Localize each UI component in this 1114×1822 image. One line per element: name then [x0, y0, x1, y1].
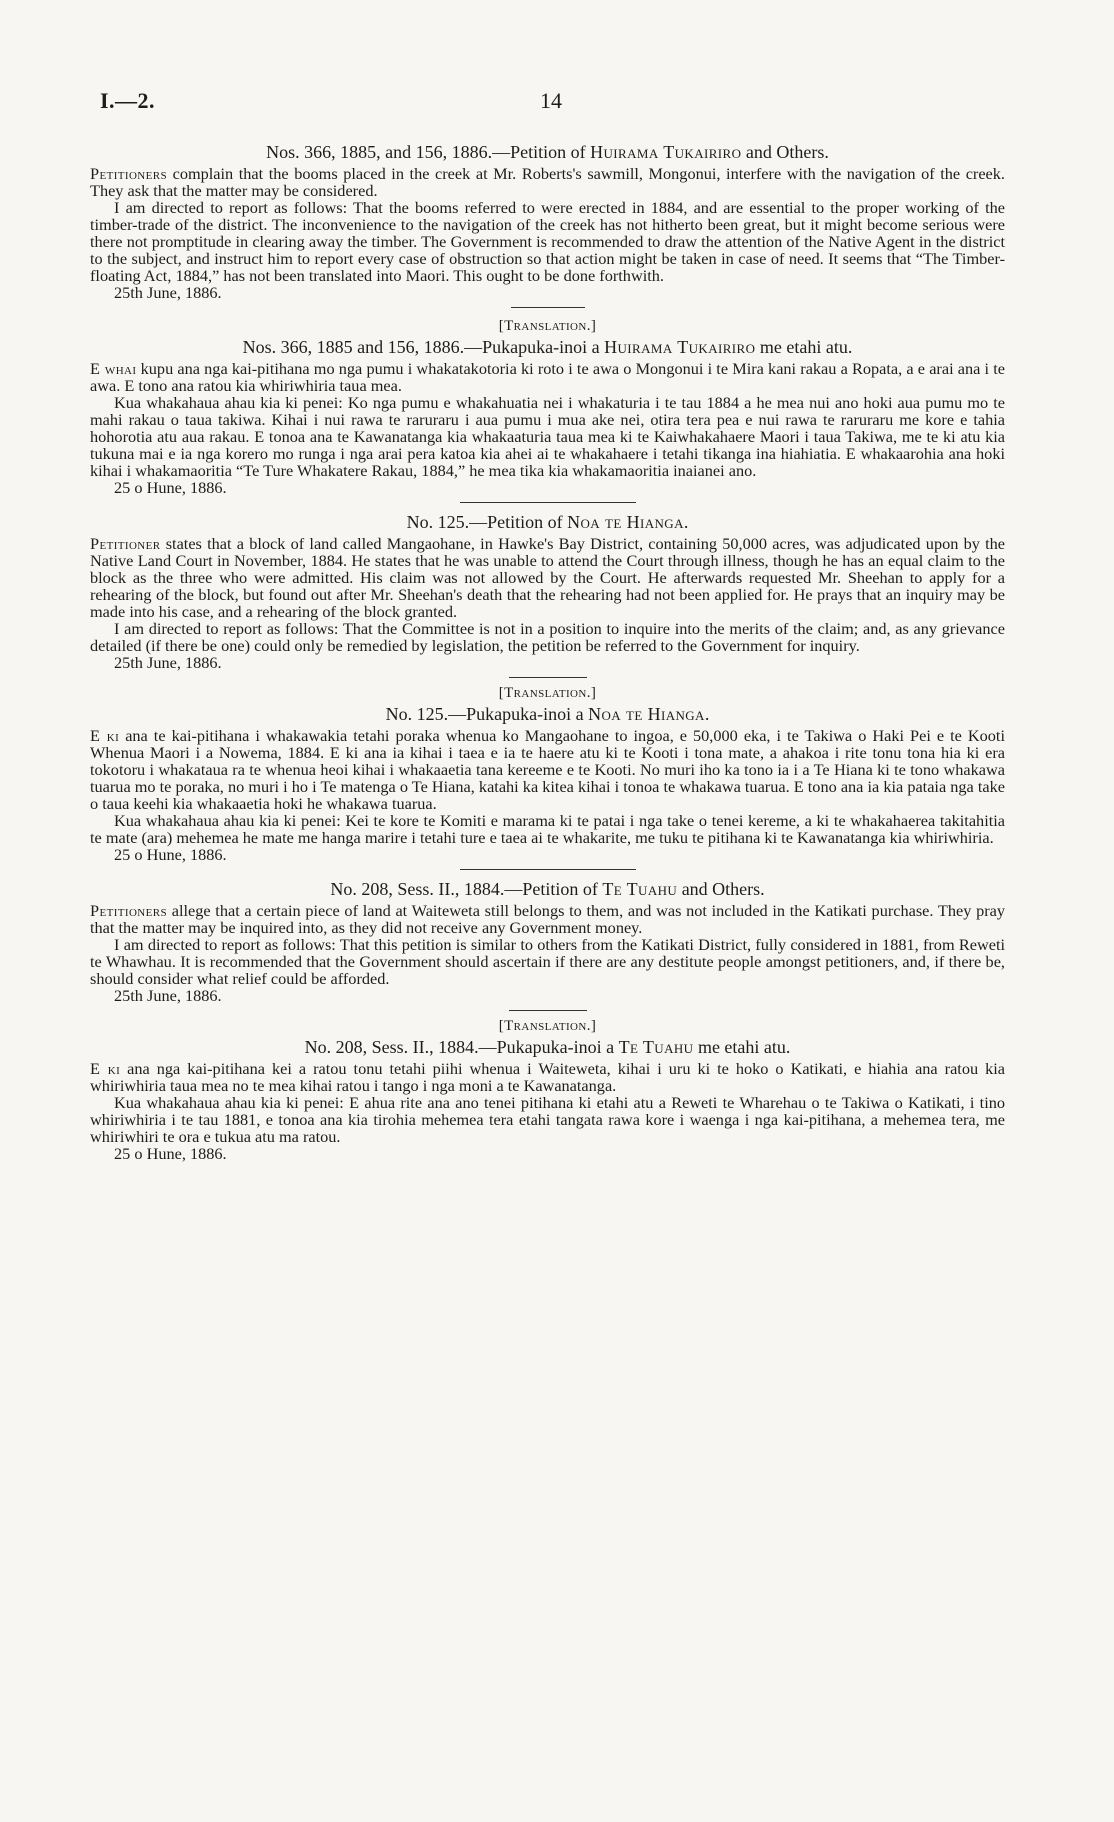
report-date: 25th June, 1886. [114, 986, 222, 1005]
paragraph: I am directed to report as follows: That this petition is similar to others from the Katikati District, fully considered in 1881, from Reweti te Whawhau. It is recommended that the Government should ascertain if there are any destitute people amongst petitioners, and, if there be, should consider what relief could be afforded. [90, 935, 1005, 988]
page-header [100, 88, 1014, 120]
petition-heading: No. 208, Sess. II., 1884.—Pukapuka-inoi a Te Tuahu me etahi atu. [304, 1037, 791, 1057]
paper-reference: I.—2. [100, 88, 156, 113]
paragraph: Kua whakahaua ahau kia ki penei: Ko nga pumu e whakahuatia nei i whakaturia i te tau 1884 a he mea nui ano hoki aua pumu mo te mahi rakau o taua takiwa. Kihai i nui rawa te raruraru i aua pumu i mua ake nei, otira tera pea e nui rawa te raruraru me kore e tahia hohorotia atu aua rakau. E tonoa ana te Kawanatanga kia whakaaturia taua mea ki te Kaiwhakahaere Maori i taua Takiwa, me te ki atu kia tukuna mai e ia nga korero mo runga i nga arai pera katoa kia ahei ai te whakahaere i tetahi tikanga ina hiahiatia. E whakaarohia ana hoki kihai i whakamaoritia “Te Ture Whakatere Rakau, 1884,” he mea tika kia whakamaoritia inaianei ano. [90, 393, 1005, 480]
paragraph: I am directed to report as follows: That the Committee is not in a position to inquire into the merits of the claim; and, as any grievance detailed (if there be one) could only be remedied by legislation, the petition be referred to the Government for inquiry. [90, 619, 1005, 655]
report-date: 25 o Hune, 1886. [114, 1144, 227, 1163]
paragraph: E whai kupu ana nga kai-pitihana mo nga pumu i whakatakotoria ki roto i te awa o Mongonui i te Mira kani rakau a Ropata, a e arai ana i te awa. E tono ana ratou kia whiriwhiria taua mea. [90, 359, 1005, 395]
petition-section [90, 142, 1005, 301]
paragraph: Kua whakahaua ahau kia ki penei: E ahua rite ana ano tenei pitihana ki etahi atu a Reweti te Wharehau o te Takiwa o Katikati, i tino whiriwhiria i te tau 1881, e tonoa ana kia tirohia mehemea tera etahi tangata rawa kore i waenga i nga kai-pitihana, a mehemea tera, me whiriwhiri te ora e tukua atu ma ratou. [90, 1093, 1005, 1146]
petitioner-name: Noa te Hianga [588, 704, 705, 724]
report-date: 25 o Hune, 1886. [114, 478, 227, 497]
petition-heading: No. 125.—Petition of Noa te Hianga. [406, 512, 689, 532]
petitioner-name: Huirama Tukairiro [590, 142, 742, 162]
petitioner-name: Te Tuahu [618, 1037, 694, 1057]
paragraph: Petitioner states that a block of land called Mangaohane, in Hawke's Bay District, containing 50,000 acres, was adjudicated upon by the Native Land Court in November, 1884. He states that he was unable to attend the Court through illness, though he has an equal claim to the block as the three who were admitted. His claim was not allowed by the Court. He afterwards requested Mr. Sheehan to apply for a rehearing of the block, but found out after Mr. Sheehan's death that the rehearing had not been applied for. He prays that an inquiry may be made into his case, and a rehearing of the block granted. [90, 534, 1005, 621]
translation-label: [Translation.] [498, 685, 597, 701]
report-date: 25th June, 1886. [114, 283, 222, 302]
report-date: 25th June, 1886. [114, 653, 222, 672]
paragraph: I am directed to report as follows: That the booms referred to were erected in 1884, and are essential to the proper working of the timber-trade of the district. The inconvenience to the navigation of the creek has not hitherto been great, but it might become serious were there not promptitude in clearing away the timber. The Government is recommended to draw the attention of the Native Agent in the district to the subject, and instruct him to report every case of obstruction so that action might be taken in case of need. It seems that “The Timber-floating Act, 1884,” has not been translated into Maori. This ought to be done forthwith. [90, 198, 1005, 285]
translation-section [90, 317, 1005, 496]
document-body [90, 142, 1005, 1162]
page-number: 14 [540, 88, 562, 113]
paragraph: Petitioners allege that a certain piece of land at Waiteweta still belongs to them, and was not included in the Katikati purchase. They pray that the matter may be inquired into, as they did not receive any Government money. [90, 901, 1005, 937]
translation-label: [Translation.] [498, 1018, 597, 1034]
paragraph: Kua whakahaua ahau kia ki penei: Kei te kore te Komiti e marama ki te patai i nga take o tenei kereme, a ki te whakahaerea takitahitia te mate (ara) mehemea he mate me hanga marire i tetahi ture e taea ai te whakarite, me tuku te pitihana ki te Kawanatanga kia whiriwhiria. [90, 811, 1005, 847]
petition-heading: No. 125.—Pukapuka-inoi a Noa te Hianga. [385, 704, 710, 724]
petition-heading: No. 208, Sess. II., 1884.—Petition of Te Tuahu and Others. [330, 879, 765, 899]
report-date: 25 o Hune, 1886. [114, 845, 227, 864]
translation-section [90, 684, 1005, 863]
petition-section [90, 879, 1005, 1004]
translation-label: [Translation.] [498, 318, 597, 334]
paragraph: E ki ana te kai-pitihana i whakawakia tetahi poraka whenua ko Mangaohane to ingoa, e 50,000 eka, i te Takiwa o Haki Pei e te Kooti Whenua Maori i a Nowema, 1884. E ki ana ia kihai i taea e ia te haere atu ki te Kooti i tona mate, a ahakoa i rite tonu tona hia ki era tokotoru i whakataua ra te whenua heoi kihai i whakaaetia tana kereeme e te Kooti. No muri iho ka tono ia i a Te Hiana ki te tono whakawa tuarua mo te poraka, no muri i ho i Te matenga o Te Hiana, katahi ka kitea kihai i tonoa te whakawa tuarua. E tono ana ia kia pataia nga take o taua keehi kia whakaaetia hoki he whakawa tuarua. [90, 726, 1005, 813]
petitioner-name: Te Tuahu [602, 879, 678, 899]
paragraph: Petitioners complain that the booms placed in the creek at Mr. Roberts's sawmill, Mongonui, interfere with the navigation of the creek. They ask that the matter may be considered. [90, 164, 1005, 200]
paragraph: E ki ana nga kai-pitihana kei a ratou tonu tetahi piihi whenua i Waiteweta, kihai i uru ki te hoko o Katikati, e hiahia ana ratou kia whiriwhiria taua mea no te mea kihai ratou i tango i nga moni a te Kawanatanga. [90, 1059, 1005, 1095]
petition-heading: Nos. 366, 1885 and 156, 1886.—Pukapuka-inoi a Huirama Tukairiro me etahi atu. [242, 337, 853, 357]
petitioner-name: Noa te Hianga [567, 512, 684, 532]
petition-section [90, 512, 1005, 671]
petitioner-name: Huirama Tukairiro [604, 337, 756, 357]
petition-heading: Nos. 366, 1885, and 156, 1886.—Petition of Huirama Tukairiro and Others. [266, 142, 829, 162]
translation-section [90, 1017, 1005, 1162]
